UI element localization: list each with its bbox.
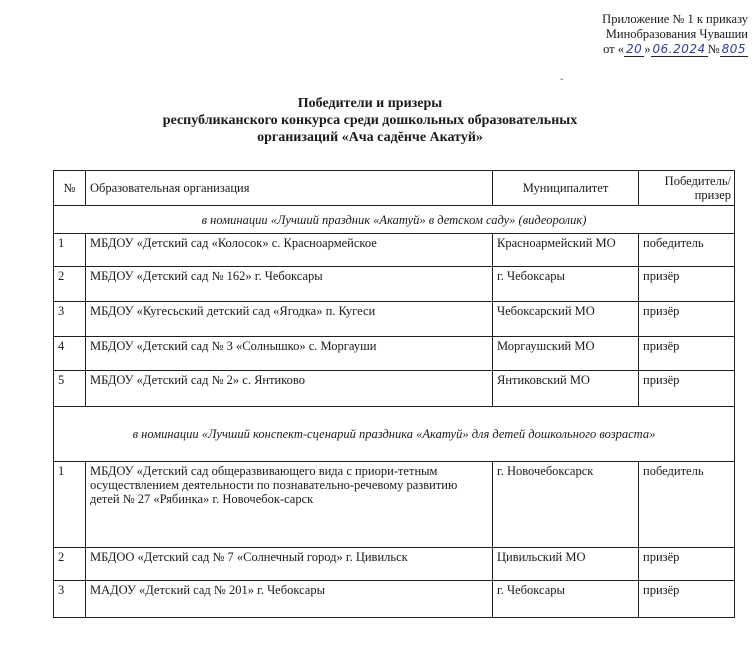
section-title-2: в номинации «Лучший конспект-сценарий праздника «Акатуй» для детей дошкольного возраста» bbox=[54, 407, 735, 462]
date-day-field bbox=[624, 42, 644, 57]
cell-organization: МАДОУ «Детский сад № 201» г. Чебоксары bbox=[86, 581, 493, 618]
date-mid: » bbox=[644, 42, 651, 56]
annex-header bbox=[500, 12, 748, 57]
cell-result: призёр bbox=[639, 337, 735, 371]
cell-number: 1 bbox=[54, 234, 86, 267]
cell-number: 1 bbox=[54, 462, 86, 548]
annex-line-1: Приложение № 1 к приказу bbox=[602, 12, 748, 26]
cell-organization: МБДОУ «Детский сад общеразвивающего вида с приори-тетным осуществлением деятельности по познавательно-речевому развитию детей № 27 «Рябинка» г. Новочебок-сарск bbox=[86, 462, 493, 548]
cell-municipality: Моргаушский МО bbox=[493, 337, 639, 371]
cell-result: призёр bbox=[639, 302, 735, 337]
cell-result: призёр bbox=[639, 548, 735, 581]
table-row bbox=[54, 267, 735, 302]
cell-result: призёр bbox=[639, 267, 735, 302]
title-line-1: Победители и призеры bbox=[297, 96, 443, 111]
section-title-1: в номинации «Лучший праздник «Акатуй» в детском саду» (видеоролик) bbox=[54, 206, 735, 234]
section-row bbox=[54, 206, 735, 234]
cell-number: 4 bbox=[54, 337, 86, 371]
date-month-handwritten: 06.2024 bbox=[652, 42, 706, 56]
table-row bbox=[54, 581, 735, 618]
cell-municipality: Янтиковский МО bbox=[493, 371, 639, 407]
title-line-2: республиканского конкурса среди дошкольных образовательных bbox=[162, 113, 578, 128]
cell-municipality: Чебоксарский МО bbox=[493, 302, 639, 337]
cell-result: призёр bbox=[639, 581, 735, 618]
cell-organization: МБДОУ «Детский сад № 162» г. Чебоксары bbox=[86, 267, 493, 302]
date-day-handwritten: 20 bbox=[626, 42, 643, 56]
table-row bbox=[54, 234, 735, 267]
title-line-3: организаций «Ача садĕнче Акатуй» bbox=[257, 130, 483, 145]
cell-number: 2 bbox=[54, 267, 86, 302]
header-municipality: Муниципалитет bbox=[493, 171, 639, 206]
cell-municipality: Красноармейский МО bbox=[493, 234, 639, 267]
table-row bbox=[54, 371, 735, 407]
date-prefix: от « bbox=[603, 42, 624, 56]
date-month-field bbox=[651, 42, 708, 57]
number-field bbox=[720, 42, 748, 57]
cell-organization: МБДОУ «Детский сад № 2» с. Янтиково bbox=[86, 371, 493, 407]
header-organization: Образовательная организация bbox=[86, 171, 493, 206]
cell-organization: МБДОО «Детский сад № 7 «Солнечный город» г. Цивильск bbox=[86, 548, 493, 581]
header-result: Победитель/ призер bbox=[639, 171, 735, 206]
document-title bbox=[120, 95, 620, 146]
cell-municipality: г. Чебоксары bbox=[493, 267, 639, 302]
cell-number: 3 bbox=[54, 302, 86, 337]
cell-municipality: г. Новочебоксарск bbox=[493, 462, 639, 548]
cell-result: победитель bbox=[639, 234, 735, 267]
cell-organization: МБДОУ «Детский сад № 3 «Солнышко» с. Моргауши bbox=[86, 337, 493, 371]
winners-table bbox=[53, 170, 735, 618]
header-number: № bbox=[54, 171, 86, 206]
cell-result: призёр bbox=[639, 371, 735, 407]
cell-municipality: Цивильский МО bbox=[493, 548, 639, 581]
table-row bbox=[54, 337, 735, 371]
number-prefix: № bbox=[707, 42, 720, 56]
scan-mark: ˇ bbox=[560, 78, 564, 89]
table-row bbox=[54, 462, 735, 548]
annex-date-line bbox=[500, 42, 748, 57]
cell-organization: МБДОУ «Кугесьский детский сад «Ягодка» п. Кугеси bbox=[86, 302, 493, 337]
cell-number: 2 bbox=[54, 548, 86, 581]
order-number-handwritten: 805 bbox=[721, 42, 746, 56]
cell-municipality: г. Чебоксары bbox=[493, 581, 639, 618]
cell-number: 3 bbox=[54, 581, 86, 618]
cell-result: победитель bbox=[639, 462, 735, 548]
table-row bbox=[54, 302, 735, 337]
table-header-row bbox=[54, 171, 735, 206]
table-row bbox=[54, 548, 735, 581]
cell-number: 5 bbox=[54, 371, 86, 407]
section-row bbox=[54, 407, 735, 462]
cell-organization: МБДОУ «Детский сад «Колосок» с. Красноармейское bbox=[86, 234, 493, 267]
annex-line-2: Минобразования Чувашии bbox=[605, 27, 748, 41]
